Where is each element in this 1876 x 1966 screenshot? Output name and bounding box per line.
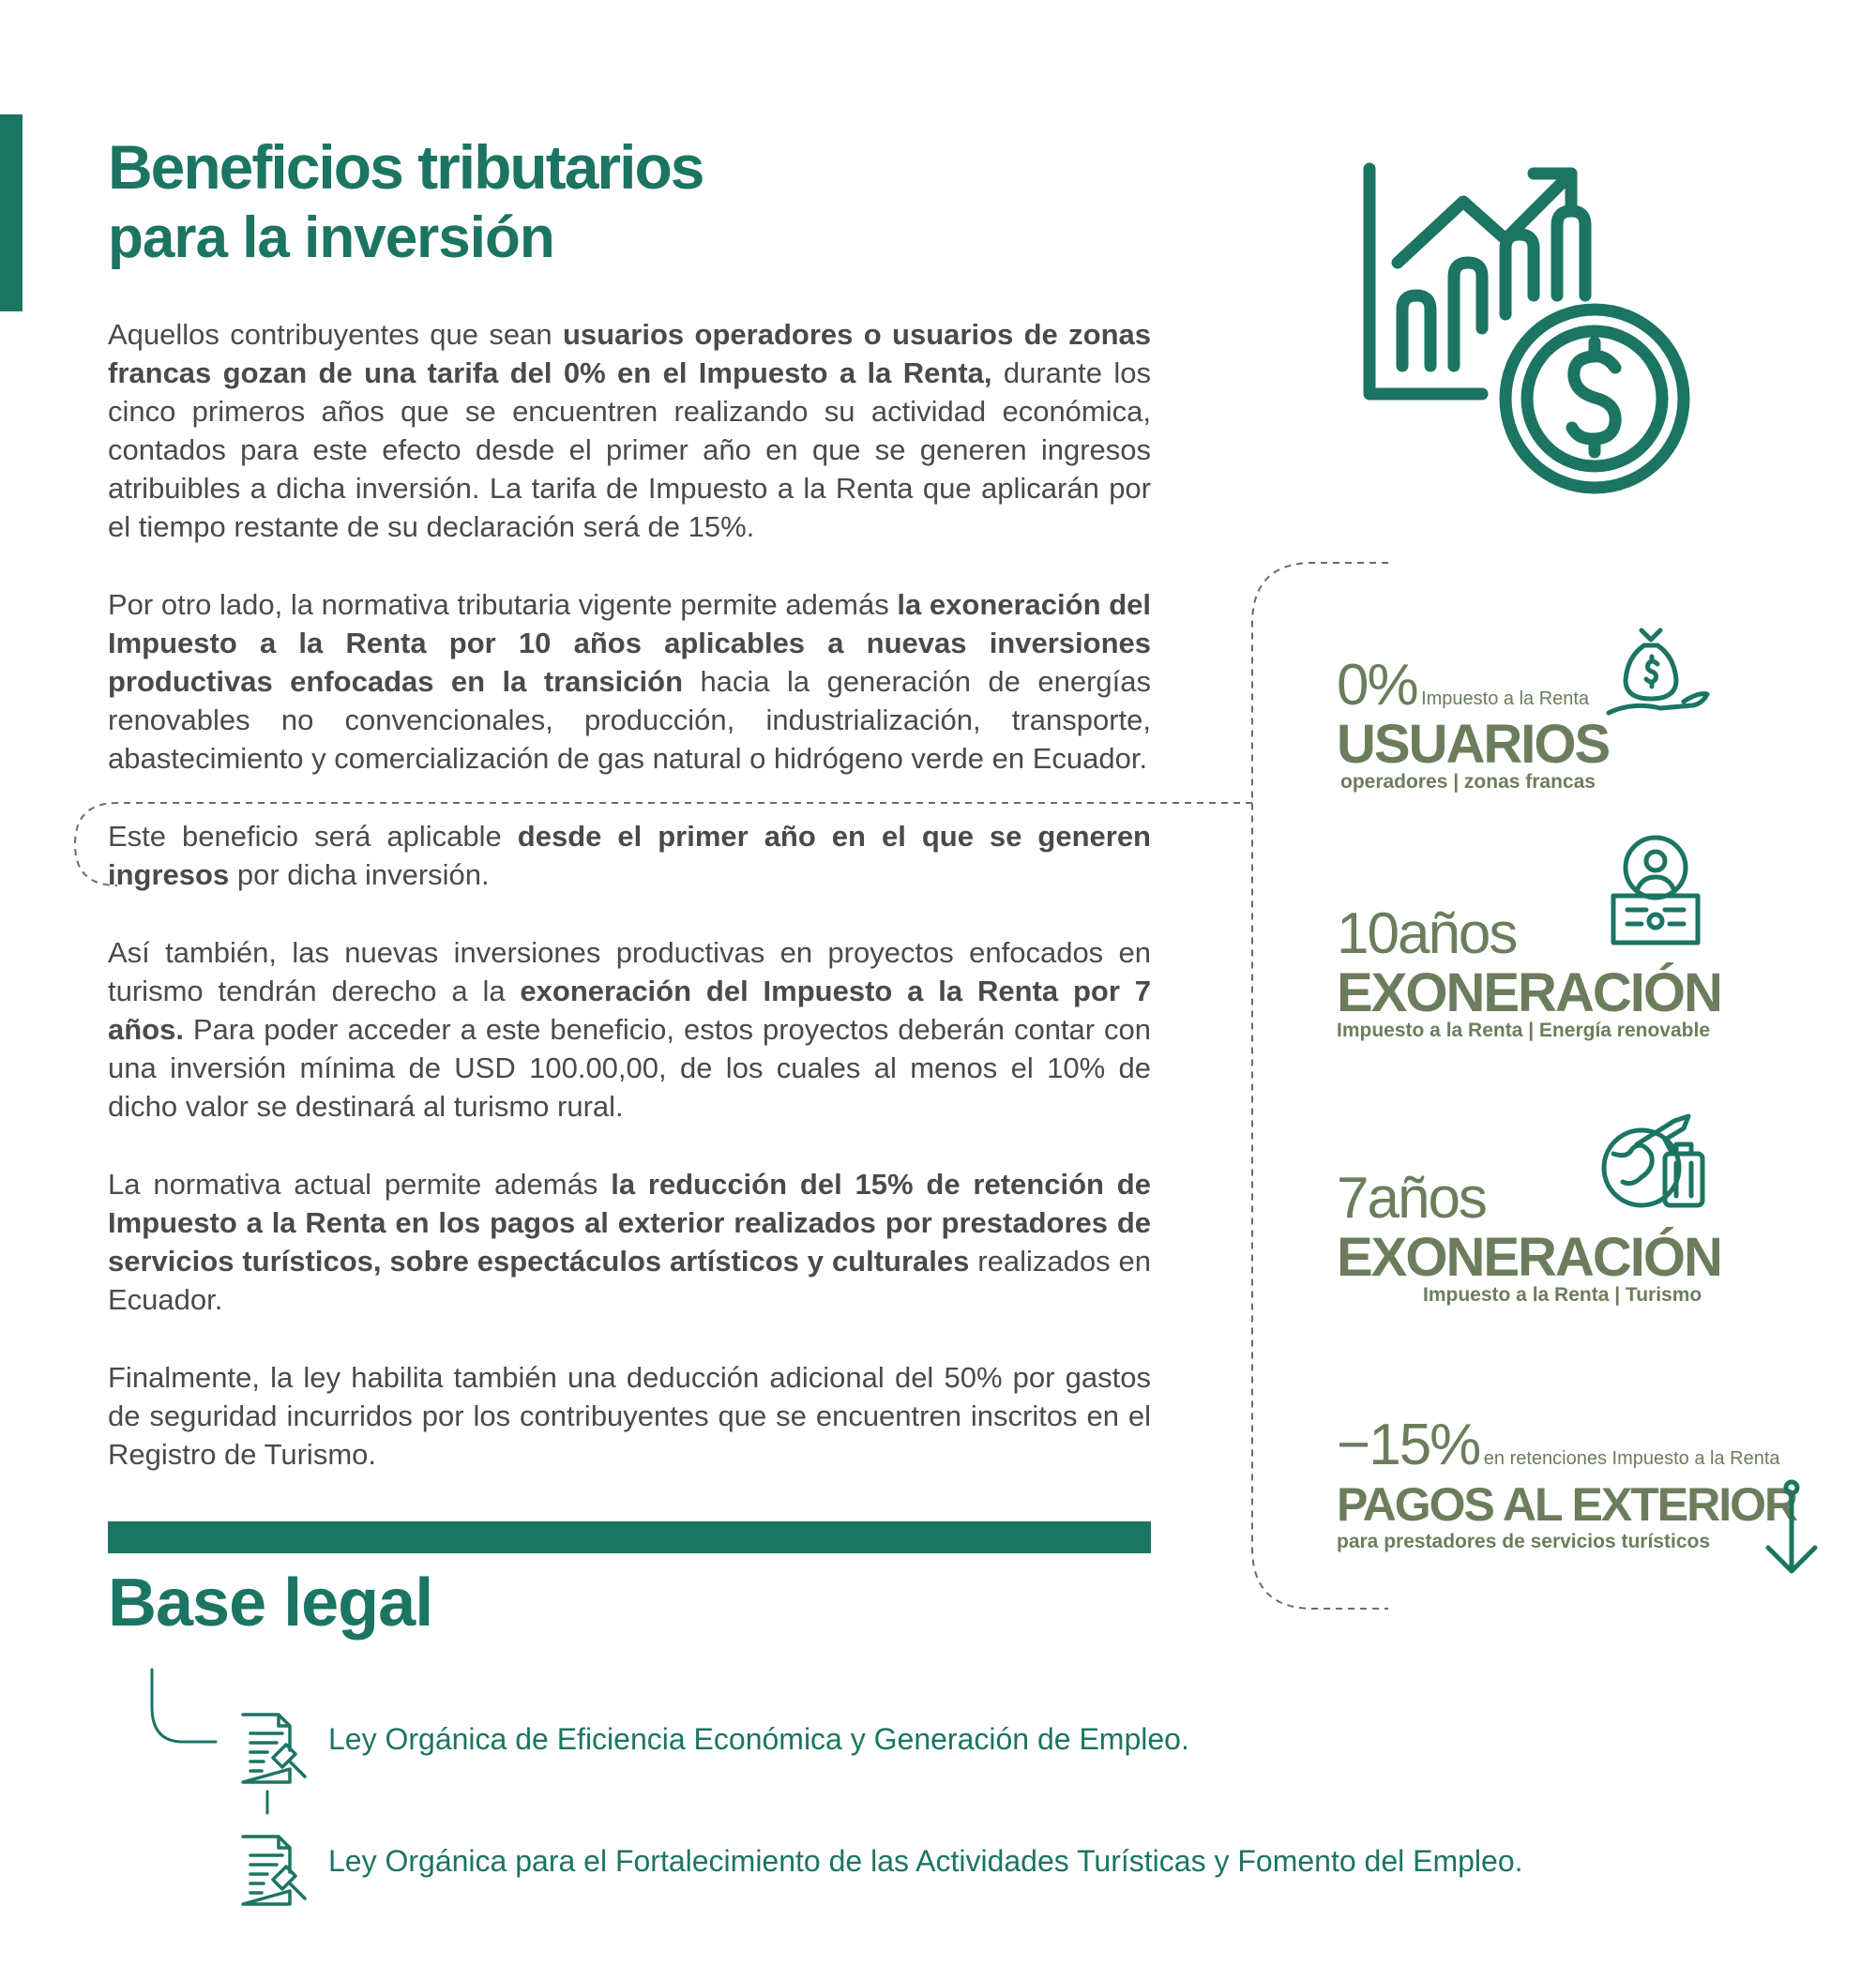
arrow-down-icon bbox=[1763, 1480, 1820, 1579]
legal-document-icon bbox=[239, 1835, 307, 1906]
section-divider bbox=[108, 1521, 1151, 1553]
stat-usuarios bbox=[1337, 652, 1609, 794]
stat-pagos-exterior bbox=[1337, 1412, 1796, 1553]
legal-document-icon bbox=[239, 1713, 307, 1784]
accent-bar bbox=[0, 114, 23, 311]
stat-subtitle: Impuesto a la Renta | Energía renovable bbox=[1337, 1020, 1710, 1041]
base-legal-heading: Base legal bbox=[108, 1565, 433, 1641]
stat-subtitle: Impuesto a la Renta | Turismo bbox=[1423, 1284, 1702, 1306]
money-bag-hand-icon bbox=[1609, 619, 1712, 727]
page-subtitle: para la inversión bbox=[108, 205, 554, 270]
paragraph-deduccion: Finalmente, la ley habilita también una deducción adicional del 50% por gastos de seguridad incurridos por los contribuyentes que se encuentren inscritos en el Registro de Turismo. bbox=[108, 1361, 1151, 1471]
stat-value: 0% bbox=[1337, 653, 1417, 718]
body-text bbox=[108, 315, 1151, 1513]
stat-subtitle: para prestadores de servicios turísticos bbox=[1337, 1531, 1711, 1552]
stat-heading: USUARIOS bbox=[1337, 714, 1610, 775]
stat-caption: en retenciones Impuesto a la Renta bbox=[1483, 1448, 1780, 1469]
stat-value: 7años bbox=[1337, 1166, 1486, 1231]
paragraph-energias-renovables: Por otro lado, la normativa tributaria vigente permite además la exoneración del Impuesto a la Renta por 10 años aplicables a nuevas inversiones productivas enfocadas en la transición hacia la generación de energías renovables no convencionales, producción, industrialización, transporte, abastecimiento y comercialización de gas natural o hidrógeno verde en Ecuador. bbox=[108, 588, 1151, 775]
stat-heading: PAGOS AL EXTERIOR bbox=[1337, 1478, 1797, 1531]
paragraph-turismo: Así también, las nuevas inversiones productivas en proyectos enfocados en turismo tendrán derecho a la exoneración del Impuesto a la Renta por 7 años. Para poder acceder a este beneficio, estos proyectos deberán contar con una inversión mínima de USD 100.00,00, de los cuales al menos el 10% de dicho valor se destinará al turismo rural. bbox=[108, 936, 1151, 1123]
paragraph-zonas-francas: Aquellos contribuyentes que sean usuarios operadores o usuarios de zonas francas gozan de una tarifa del 0% en el Impuesto a la Renta, durante los cinco primeros años que se encuentren realizando su actividad económica, contados para este efecto desde el primer año en que se generen ingresos atribuibles a dicha inversión. La tarifa de Impuesto a la Renta que aplicarán por el tiempo restante de su declaración será de 15%. bbox=[108, 318, 1151, 543]
stat-value: −15% bbox=[1337, 1413, 1480, 1477]
businessman-certificate-icon bbox=[1604, 835, 1707, 947]
paragraph-retencion: La normativa actual permite además la reducción del 15% de retención de Impuesto a la Renta en los pagos al exterior realizados por prestadores de servicios turísticos, sobre espectáculos artísticos y culturales realizados en Ecuador. bbox=[108, 1168, 1151, 1316]
stat-heading: EXONERACIÓN bbox=[1337, 1227, 1721, 1288]
stat-heading: EXONERACIÓN bbox=[1337, 962, 1721, 1023]
law-item-2: Ley Orgánica para el Fortalecimiento de las Actividades Turísticas y Fomento del Empleo. bbox=[328, 1844, 1523, 1878]
page-title: Beneficios tributarios bbox=[108, 132, 704, 202]
globe-plane-luggage-icon bbox=[1599, 1112, 1712, 1215]
stat-value: 10años bbox=[1337, 901, 1517, 966]
growth-chart-dollar-icon bbox=[1360, 159, 1698, 497]
law-item-1: Ley Orgánica de Eficiencia Económica y Generación de Empleo. bbox=[328, 1722, 1189, 1756]
paragraph-beneficio-aplicable: Este beneficio será aplicable desde el primer año en el que se generen ingresos por dicha inversión. bbox=[108, 820, 1151, 891]
stat-caption: Impuesto a la Renta bbox=[1421, 688, 1590, 709]
stat-subtitle: operadores | zonas francas bbox=[1340, 771, 1596, 793]
